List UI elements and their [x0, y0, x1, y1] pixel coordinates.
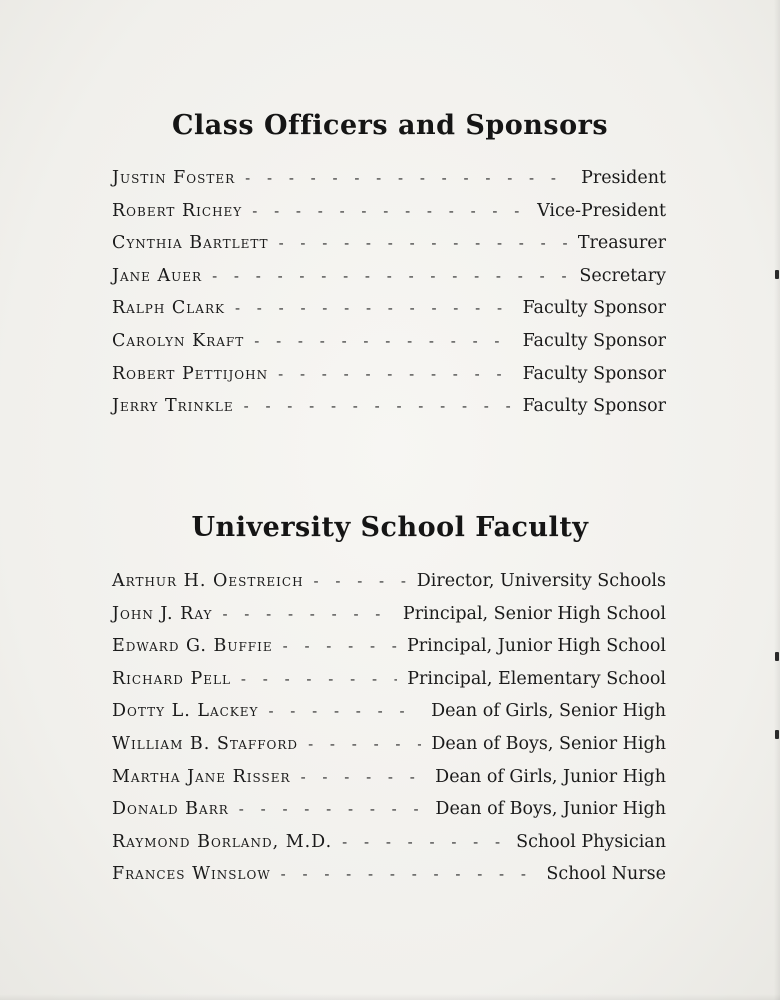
- list-item: [112, 201, 666, 234]
- list-item: [112, 266, 666, 299]
- dot-leader: [245, 169, 571, 187]
- person-name: Arthur H. Oestreich: [112, 571, 304, 591]
- dot-leader: [342, 833, 506, 851]
- list-item: [112, 636, 666, 669]
- list-item: [112, 734, 666, 767]
- list-item: [112, 396, 666, 429]
- dot-leader: [212, 267, 569, 285]
- dot-leader: [281, 865, 537, 883]
- dot-leader: [254, 332, 512, 350]
- person-role: Faculty Sponsor: [522, 396, 666, 417]
- list-item: [112, 168, 666, 201]
- person-role: Faculty Sponsor: [522, 330, 666, 351]
- dot-leader: [244, 397, 513, 415]
- dot-leader: [279, 234, 568, 252]
- list-item: [112, 864, 666, 897]
- list-item: [112, 604, 666, 637]
- person-role: Principal, Junior High School: [406, 636, 666, 657]
- dot-leader: [283, 637, 397, 655]
- list-item: [112, 298, 666, 331]
- binding-mark: [775, 270, 779, 279]
- person-role: Director, University Schools: [416, 571, 666, 591]
- list-item: [112, 571, 666, 604]
- person-role: President: [581, 168, 666, 188]
- list-item: [112, 331, 666, 364]
- person-role: Dean of Boys, Senior High: [431, 733, 666, 754]
- person-role: Treasurer: [577, 233, 666, 254]
- page-edge-shadow: [774, 0, 780, 1000]
- list-item: [112, 364, 666, 397]
- person-name: Dotty L. Lackey: [112, 701, 259, 722]
- dot-leader: [252, 202, 527, 220]
- page-bottom-shadow: [0, 994, 780, 1000]
- person-name: Martha Jane Risser: [112, 766, 291, 787]
- person-name: John J. Ray: [112, 603, 213, 624]
- officers-list: [112, 168, 666, 429]
- dot-leader: [239, 800, 426, 818]
- person-name: Frances Winslow: [112, 864, 271, 885]
- person-name: Jerry Trinkle: [112, 396, 234, 417]
- person-name: Jane Auer: [112, 265, 203, 286]
- dot-leader: [241, 670, 397, 688]
- faculty-heading: University School Faculty: [191, 512, 589, 543]
- dot-leader: [222, 605, 392, 623]
- person-role: Faculty Sponsor: [522, 298, 666, 319]
- person-name: Donald Barr: [112, 799, 229, 820]
- person-name: William B. Stafford: [112, 733, 299, 754]
- person-name: Raymond Borland, M.D.: [112, 831, 333, 852]
- binding-mark: [775, 652, 779, 661]
- person-name: Robert Pettijohn: [112, 363, 269, 384]
- person-role: Faculty Sponsor: [522, 363, 666, 384]
- list-item: [112, 669, 666, 702]
- dot-leader: [235, 299, 513, 317]
- list-item: [112, 767, 666, 800]
- person-role: Secretary: [579, 265, 666, 286]
- person-role: Principal, Senior High School: [402, 603, 666, 624]
- list-item: [112, 233, 666, 266]
- person-name: Richard Pell: [112, 668, 231, 689]
- person-role: Vice-President: [537, 200, 666, 221]
- list-item: [112, 832, 666, 865]
- person-role: School Physician: [516, 831, 666, 852]
- dot-leader: [301, 768, 426, 786]
- person-role: School Nurse: [546, 864, 666, 885]
- dot-leader: [268, 702, 421, 720]
- dot-leader: [278, 365, 512, 383]
- dot-leader: [308, 735, 421, 753]
- person-role: Dean of Girls, Junior High: [435, 766, 666, 787]
- person-name: Cynthia Bartlett: [112, 233, 269, 254]
- person-role: Dean of Girls, Senior High: [431, 701, 666, 722]
- person-name: Carolyn Kraft: [112, 330, 245, 351]
- person-name: Robert Richey: [112, 200, 243, 221]
- list-item: [112, 799, 666, 832]
- faculty-list: [112, 571, 666, 897]
- person-name: Edward G. Buffie: [112, 636, 273, 657]
- officers-heading: Class Officers and Sponsors: [171, 110, 609, 141]
- person-name: Justin Foster: [112, 168, 236, 188]
- person-name: Ralph Clark: [112, 298, 225, 319]
- binding-mark: [775, 730, 779, 739]
- person-role: Dean of Boys, Junior High: [435, 799, 666, 820]
- person-role: Principal, Elementary School: [407, 668, 666, 689]
- list-item: [112, 701, 666, 734]
- dot-leader: [314, 572, 407, 590]
